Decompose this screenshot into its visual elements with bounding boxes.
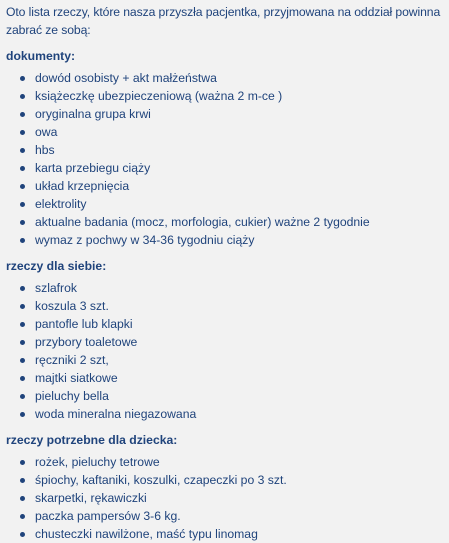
for-mother-list bbox=[6, 279, 443, 423]
list-item bbox=[6, 69, 443, 87]
bullet-icon bbox=[20, 94, 25, 99]
list-item-label: karta przebiegu ciąży bbox=[35, 161, 151, 175]
intro-text: Oto lista rzeczy, które nasza przyszła pacjentka, przyjmowana na oddział powinna zabrać ze sobą: bbox=[6, 5, 441, 37]
list-item bbox=[6, 333, 443, 351]
section-for-baby bbox=[6, 431, 443, 543]
section-title-documents: dokumenty: bbox=[6, 49, 76, 63]
bullet-icon bbox=[20, 76, 25, 81]
list-item bbox=[6, 525, 443, 543]
bullet-icon bbox=[20, 166, 25, 171]
bullet-icon bbox=[20, 148, 25, 153]
bullet-icon bbox=[20, 460, 25, 465]
list-item bbox=[6, 105, 443, 123]
list-item bbox=[6, 315, 443, 333]
list-item bbox=[6, 453, 443, 471]
bullet-icon bbox=[20, 394, 25, 399]
bullet-icon bbox=[20, 340, 25, 345]
list-item-label: przybory toaletowe bbox=[35, 335, 138, 349]
list-item-label: woda mineralna niegazowana bbox=[35, 407, 197, 421]
bullet-icon bbox=[20, 184, 25, 189]
bullet-icon bbox=[20, 286, 25, 291]
list-item-label: chusteczki nawilżone, maść typu linomag bbox=[35, 527, 258, 541]
bullet-icon bbox=[20, 202, 25, 207]
list-item-label: majtki siatkowe bbox=[35, 371, 118, 385]
list-item-label: śpiochy, kaftaniki, koszulki, czapeczki po 3 szt. bbox=[35, 473, 287, 487]
for-baby-list bbox=[6, 453, 443, 543]
list-item bbox=[6, 471, 443, 489]
bullet-icon bbox=[20, 112, 25, 117]
list-item-label: szlafrok bbox=[35, 281, 77, 295]
list-item-label: rożek, pieluchy tetrowe bbox=[35, 455, 160, 469]
list-item bbox=[6, 87, 443, 105]
bullet-icon bbox=[20, 412, 25, 417]
list-item-label: książeczkę ubezpieczeniową (ważna 2 m-ce ) bbox=[35, 89, 283, 103]
list-item bbox=[6, 123, 443, 141]
list-item bbox=[6, 231, 443, 249]
list-item-label: elektrolity bbox=[35, 197, 87, 211]
bullet-icon bbox=[20, 358, 25, 363]
section-documents bbox=[6, 47, 443, 249]
list-item bbox=[6, 279, 443, 297]
list-item-label: koszula 3 szt. bbox=[35, 299, 109, 313]
list-item bbox=[6, 141, 443, 159]
bullet-icon bbox=[20, 478, 25, 483]
bullet-icon bbox=[20, 514, 25, 519]
bullet-icon bbox=[20, 304, 25, 309]
bullet-icon bbox=[20, 130, 25, 135]
list-item bbox=[6, 297, 443, 315]
list-item-label: dowód osobisty + akt małżeństwa bbox=[35, 71, 217, 85]
list-item bbox=[6, 387, 443, 405]
list-item-label: pantofle lub klapki bbox=[35, 317, 133, 331]
list-item bbox=[6, 369, 443, 387]
bullet-icon bbox=[20, 322, 25, 327]
bullet-icon bbox=[20, 376, 25, 381]
list-item-label: ręczniki 2 szt, bbox=[35, 353, 109, 367]
list-item bbox=[6, 213, 443, 231]
list-item bbox=[6, 507, 443, 525]
bullet-icon bbox=[20, 532, 25, 537]
list-item bbox=[6, 177, 443, 195]
bullet-icon bbox=[20, 496, 25, 501]
section-title-for-baby: rzeczy potrzebne dla dziecka: bbox=[6, 433, 178, 447]
list-item-label: oryginalna grupa krwi bbox=[35, 107, 151, 121]
list-item-label: skarpetki, rękawiczki bbox=[35, 491, 147, 505]
bullet-icon bbox=[20, 220, 25, 225]
list-item bbox=[6, 159, 443, 177]
bullet-icon bbox=[20, 238, 25, 243]
list-item-label: pieluchy bella bbox=[35, 389, 109, 403]
list-item-label: hbs bbox=[35, 143, 55, 157]
list-item-label: paczka pampersów 3-6 kg. bbox=[35, 509, 181, 523]
list-item bbox=[6, 489, 443, 507]
list-item bbox=[6, 351, 443, 369]
list-item-label: układ krzepnięcia bbox=[35, 179, 130, 193]
documents-list bbox=[6, 69, 443, 249]
list-item bbox=[6, 195, 443, 213]
list-item-label: wymaz z pochwy w 34-36 tygodniu ciąży bbox=[35, 233, 255, 247]
list-item-label: aktualne badania (mocz, morfologia, cukier) ważne 2 tygodnie bbox=[35, 215, 370, 229]
section-for-mother bbox=[6, 257, 443, 423]
list-item-label: owa bbox=[35, 125, 58, 139]
list-item bbox=[6, 405, 443, 423]
section-title-for-mother: rzeczy dla siebie: bbox=[6, 259, 107, 273]
